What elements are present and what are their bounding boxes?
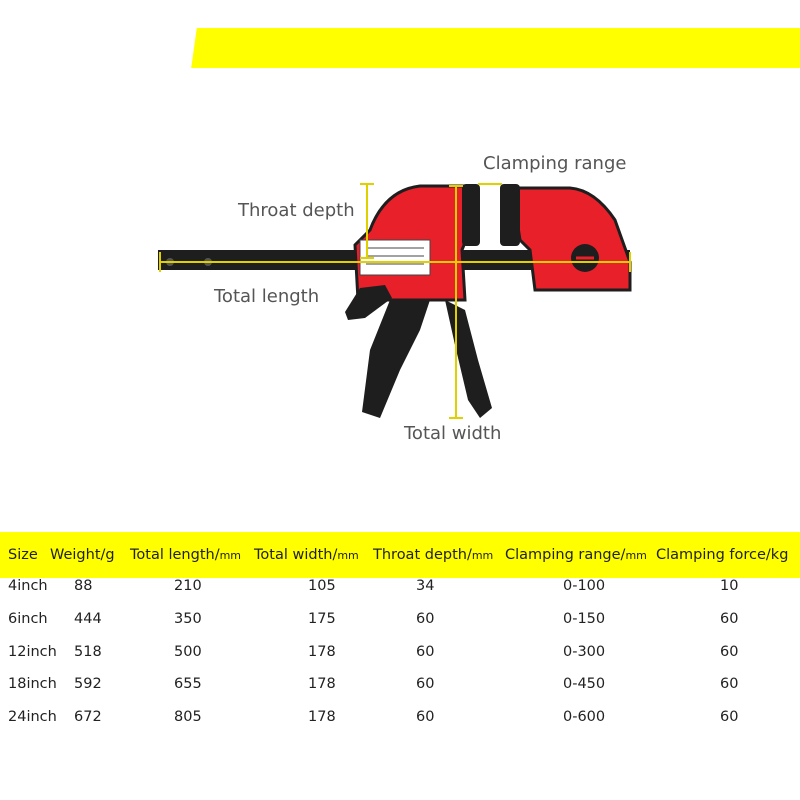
cell-total-length: 655 <box>174 676 202 692</box>
cell-total-width: 178 <box>308 709 336 725</box>
cell-total-length: 805 <box>174 709 202 725</box>
cell-total-length: 350 <box>174 611 202 627</box>
cell-total-width: 178 <box>308 644 336 660</box>
header-clamping-force: Clamping force/kg <box>656 547 789 563</box>
cell-weight: 672 <box>74 709 102 725</box>
table-row <box>0 644 800 676</box>
total-length-label: Total length <box>214 286 320 307</box>
cell-throat-depth: 60 <box>416 644 435 660</box>
total-width-label: Total width <box>404 423 502 444</box>
cell-clamping-range: 0-100 <box>563 578 606 594</box>
throat-depth-label: Throat depth <box>238 200 355 221</box>
cell-clamping-force: 10 <box>720 578 739 594</box>
cell-size: 24inch <box>8 709 57 725</box>
cell-clamping-range: 0-300 <box>563 644 606 660</box>
cell-weight: 444 <box>74 611 102 627</box>
movable-jaw-body <box>512 188 630 290</box>
cell-total-length: 210 <box>174 578 202 594</box>
cell-total-length: 500 <box>174 644 202 660</box>
table-row <box>0 676 800 708</box>
header-total-length: Total length/mm <box>130 547 242 563</box>
left-jaw-pad <box>462 184 480 246</box>
clamp-handle <box>362 300 430 418</box>
cell-throat-depth: 34 <box>416 578 435 594</box>
cell-clamping-range: 0-450 <box>563 676 606 692</box>
cell-throat-depth: 60 <box>416 676 435 692</box>
header-throat-depth: Throat depth/mm <box>373 547 494 563</box>
right-jaw-pad <box>500 184 520 246</box>
cell-total-width: 105 <box>308 578 336 594</box>
cell-total-width: 175 <box>308 611 336 627</box>
cell-clamping-range: 0-150 <box>563 611 606 627</box>
cell-clamping-force: 60 <box>720 644 739 660</box>
cell-size: 12inch <box>8 644 57 660</box>
cell-clamping-force: 60 <box>720 676 739 692</box>
cell-weight: 518 <box>74 644 102 660</box>
table-header <box>0 532 800 578</box>
cell-total-width: 178 <box>308 676 336 692</box>
header-clamping-range: Clamping range/mm <box>505 547 647 563</box>
cell-throat-depth: 60 <box>416 611 435 627</box>
cell-clamping-range: 0-600 <box>563 709 606 725</box>
cell-size: 4inch <box>8 578 48 594</box>
cell-size: 18inch <box>8 676 57 692</box>
cell-clamping-force: 60 <box>720 611 739 627</box>
spec-table <box>0 532 800 725</box>
trigger-grip <box>445 300 492 418</box>
header-weight: Weight/g <box>50 547 115 563</box>
table-row <box>0 709 800 741</box>
header-size: Size <box>8 547 38 563</box>
cell-weight: 88 <box>74 578 93 594</box>
table-row <box>0 578 800 610</box>
table-row <box>0 611 800 643</box>
header-total-width: Total width/mm <box>254 547 359 563</box>
cell-clamping-force: 60 <box>720 709 739 725</box>
cell-size: 6inch <box>8 611 48 627</box>
cell-weight: 592 <box>74 676 102 692</box>
clamping-range-label: Clamping range <box>483 153 627 174</box>
cell-throat-depth: 60 <box>416 709 435 725</box>
